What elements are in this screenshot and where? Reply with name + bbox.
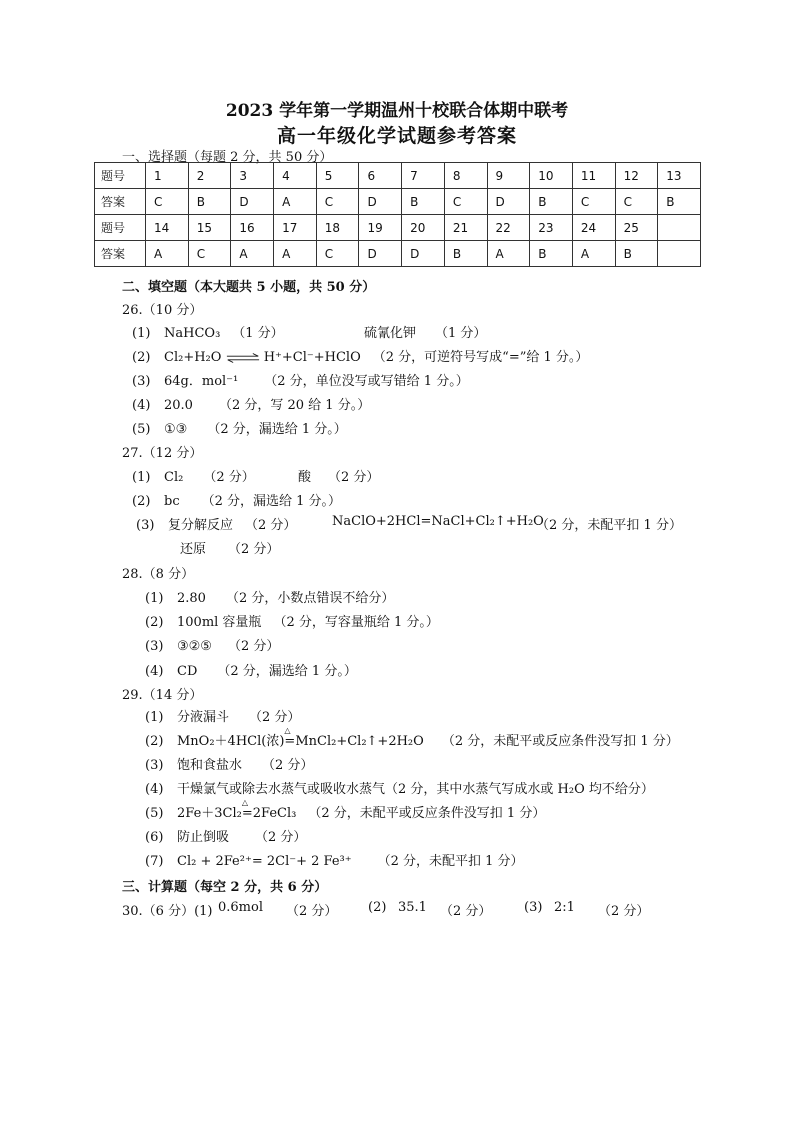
answer-text: 2.80 (177, 591, 206, 606)
score-note: （2 分） (440, 904, 492, 919)
q30-line (122, 900, 650, 919)
table-cell: 23 (530, 215, 573, 241)
table-cell: 17 (274, 215, 317, 241)
score-note: （1 分） (435, 326, 487, 341)
table-cell: C (316, 241, 359, 267)
q26-line2 (132, 346, 588, 365)
table-cell: C (572, 189, 615, 215)
table-cell: 22 (487, 215, 530, 241)
part-label: (4) (132, 398, 151, 413)
part-label: (1) (145, 710, 164, 725)
answer-text: Cl₂ (164, 470, 184, 485)
heat-condition (241, 798, 253, 821)
equation-left: Cl₂+H₂O (164, 350, 222, 365)
equals-sign: = (284, 734, 296, 749)
table-cell: 7 (402, 163, 445, 189)
part-label: (5) (132, 422, 151, 437)
q27-line2 (132, 490, 341, 509)
row-header: 答案 (95, 241, 146, 267)
table-cell: 13 (658, 163, 701, 189)
score-note: （2 分） (203, 470, 255, 485)
table-cell: C (188, 241, 231, 267)
q26-line3 (132, 370, 469, 389)
score-note: （2 分，未配平扣 1 分） (377, 854, 524, 869)
q27-line1 (132, 466, 380, 485)
delta-icon: △ (241, 798, 249, 807)
q28-line1 (145, 587, 394, 606)
q26-line4 (132, 394, 370, 413)
score-note: （1 分） (232, 326, 284, 341)
q26-line1 (132, 322, 487, 341)
part-label: (1) (145, 591, 164, 606)
part-label: (3) (145, 758, 164, 773)
table-cell: 3 (231, 163, 274, 189)
section3-heading: 三、计算题（每空 2 分，共 6 分） (122, 880, 328, 895)
score-note: （2 分，未配平或反应条件没写扣 1 分） (308, 806, 546, 821)
answer-text: 2:1 (554, 900, 575, 915)
q28-line4 (145, 660, 357, 679)
table-cell: B (530, 189, 573, 215)
score-note: （2 分） (598, 904, 650, 919)
q27-line3 (136, 514, 682, 533)
part-label: (2) (368, 900, 387, 915)
row-header: 答案 (95, 189, 146, 215)
table-cell: A (487, 241, 530, 267)
table-cell: D (359, 241, 402, 267)
answer-row (95, 241, 701, 267)
table-cell: B (402, 189, 445, 215)
table-cell: 6 (359, 163, 402, 189)
row-header: 题号 (95, 215, 146, 241)
document-subtitle: 高一年级化学试题参考答案 (276, 125, 517, 147)
answer-text: bc (164, 494, 180, 509)
answer-text: 20.0 (164, 398, 193, 413)
table-cell: 2 (188, 163, 231, 189)
q28-line3 (145, 635, 279, 654)
table-cell: 24 (572, 215, 615, 241)
score-note: （2 分） (228, 542, 280, 557)
score-note: （2 分，其中水蒸气写成水或 H₂O 均不给分） (385, 782, 654, 797)
section2-heading: 二、填空题（本大题共 5 小题，共 50 分） (122, 280, 376, 295)
q27-line3b (180, 538, 279, 557)
score-note: （2 分） (262, 758, 314, 773)
part-label: (6) (145, 830, 164, 845)
table-cell: B (444, 241, 487, 267)
q29-line3 (145, 754, 313, 773)
score-note: （2 分，小数点错误不给分） (225, 591, 395, 606)
q28-line2 (145, 611, 439, 630)
score-note: （2 分，未配平扣 1 分） (536, 518, 682, 533)
table-cell: 4 (274, 163, 317, 189)
score-note: （2 分） (328, 470, 380, 485)
question-number-row (95, 163, 701, 189)
equation: NaClO+2HCl=NaCl+Cl₂↑+H₂O (332, 514, 544, 529)
equation-right: H⁺+Cl⁻+HClO (263, 350, 361, 365)
part-label: (3) (132, 374, 151, 389)
answer-row (95, 189, 701, 215)
equation-right: 2FeCl₃ (252, 806, 297, 821)
score-note: （2 分，可逆符号写成“=”给 1 分。） (372, 350, 589, 365)
part-label: (2) (132, 494, 151, 509)
table-cell: 10 (530, 163, 573, 189)
table-cell: B (615, 241, 658, 267)
table-cell: B (658, 189, 701, 215)
table-cell: D (359, 189, 402, 215)
table-cell: 11 (572, 163, 615, 189)
score-note: （2 分，写 20 给 1 分。） (218, 398, 371, 413)
table-cell (658, 241, 701, 267)
q29-line2 (145, 726, 679, 749)
score-note: （2 分，漏选给 1 分。） (201, 494, 342, 509)
part-label: (1) (194, 904, 213, 919)
reversible-arrow-icon (226, 353, 260, 363)
q29-line7 (145, 850, 524, 869)
table-cell: D (402, 241, 445, 267)
q29-line6 (145, 826, 306, 845)
score-note: （2 分，写容量瓶给 1 分。） (273, 615, 439, 630)
table-cell: A (274, 241, 317, 267)
part-label: (1) (132, 470, 151, 485)
answer-text: 酸 (298, 470, 312, 485)
answer-text: 防止倒吸 (177, 830, 230, 845)
equation: Cl₂ + 2Fe²⁺= 2Cl⁻+ 2 Fe³⁺ (177, 854, 352, 869)
table-cell: 15 (188, 215, 231, 241)
q26-line5 (132, 418, 347, 437)
table-cell: 25 (615, 215, 658, 241)
q26-header: 26.（10 分） (122, 303, 203, 318)
answer-text: 饱和食盐水 (177, 758, 243, 773)
table-cell: 16 (231, 215, 274, 241)
table-cell: C (316, 189, 359, 215)
delta-icon: △ (284, 726, 291, 735)
score-note: （2 分，单位没写或写错给 1 分。） (264, 374, 469, 389)
answer-text: ①③ (164, 422, 188, 437)
answer-text: 35.1 (398, 900, 427, 915)
table-cell: 14 (146, 215, 189, 241)
score-note: （2 分，漏选给 1 分。） (217, 664, 357, 679)
document-title: 2023 学年第一学期温州十校联合体期中联考 (225, 101, 569, 121)
part-label: (1) (132, 326, 151, 341)
answer-text: 分液漏斗 (177, 710, 230, 725)
score-note: （2 分，未配平或反应条件没写扣 1 分） (441, 734, 679, 749)
equation-left: 2Fe＋3Cl₂ (177, 806, 242, 821)
table-cell: C (444, 189, 487, 215)
table-cell: 20 (402, 215, 445, 241)
equation-right: MnCl₂+Cl₂↑+2H₂O (295, 734, 424, 749)
score-note: （2 分） (286, 904, 338, 919)
table-cell: 1 (146, 163, 189, 189)
part-label: (3) (524, 900, 543, 915)
table-cell: D (487, 189, 530, 215)
table-cell: C (615, 189, 658, 215)
table-cell: B (188, 189, 231, 215)
table-cell (658, 215, 701, 241)
answer-text: 100ml 容量瓶 (177, 615, 262, 630)
table-cell: 18 (316, 215, 359, 241)
part-label: (3) (136, 518, 155, 533)
question-number-row (95, 215, 701, 241)
table-cell: A (274, 189, 317, 215)
heat-condition (284, 726, 296, 749)
table-cell: 21 (444, 215, 487, 241)
q30-header: 30.（6 分） (122, 904, 195, 919)
part-label: (2) (145, 615, 164, 630)
table-cell: 9 (487, 163, 530, 189)
table-cell: A (231, 241, 274, 267)
q27-header: 27.（12 分） (122, 446, 203, 461)
score-note: （2 分） (245, 518, 297, 533)
answer-text: 64g．mol⁻¹ (164, 374, 239, 389)
answer-text: 0.6mol (218, 900, 263, 915)
q29-line5 (145, 798, 546, 821)
part-label: (2) (132, 350, 151, 365)
answer-text: 复分解反应 (168, 518, 234, 533)
section1-heading: 一、选择题（每题 2 分，共 50 分） (122, 150, 333, 165)
score-note: （2 分） (255, 830, 307, 845)
table-cell: B (530, 241, 573, 267)
q29-line4 (145, 778, 654, 797)
equation-left: MnO₂＋4HCl(浓) (177, 734, 285, 749)
row-header: 题号 (95, 163, 146, 189)
q28-header: 28.（8 分） (122, 567, 195, 582)
part-label: (2) (145, 734, 164, 749)
answer-text: NaHCO₃ (164, 326, 221, 341)
table-cell: 8 (444, 163, 487, 189)
answer-text: 还原 (180, 542, 207, 557)
score-note: （2 分，漏选给 1 分。） (207, 422, 347, 437)
answer-table (94, 162, 701, 267)
answer-text: 干燥氯气或除去水蒸气或吸收水蒸气 (177, 782, 386, 797)
score-note: （2 分） (249, 710, 301, 725)
part-label: (5) (145, 806, 164, 821)
table-cell: 5 (316, 163, 359, 189)
answer-text: ③②⑤ (177, 639, 212, 654)
q29-header: 29.（14 分） (122, 688, 203, 703)
table-cell: 19 (359, 215, 402, 241)
part-label: (4) (145, 782, 164, 797)
table-cell: D (231, 189, 274, 215)
part-label: (7) (145, 854, 164, 869)
part-label: (4) (145, 664, 164, 679)
q29-line1 (145, 706, 300, 725)
answer-text: 硫氰化钾 (364, 326, 417, 341)
equals-sign: = (241, 806, 253, 821)
table-cell: A (146, 241, 189, 267)
part-label: (3) (145, 639, 164, 654)
score-note: （2 分） (227, 639, 280, 654)
table-cell: A (572, 241, 615, 267)
table-cell: C (146, 189, 189, 215)
answer-text: CD (177, 664, 198, 679)
table-cell: 12 (615, 163, 658, 189)
